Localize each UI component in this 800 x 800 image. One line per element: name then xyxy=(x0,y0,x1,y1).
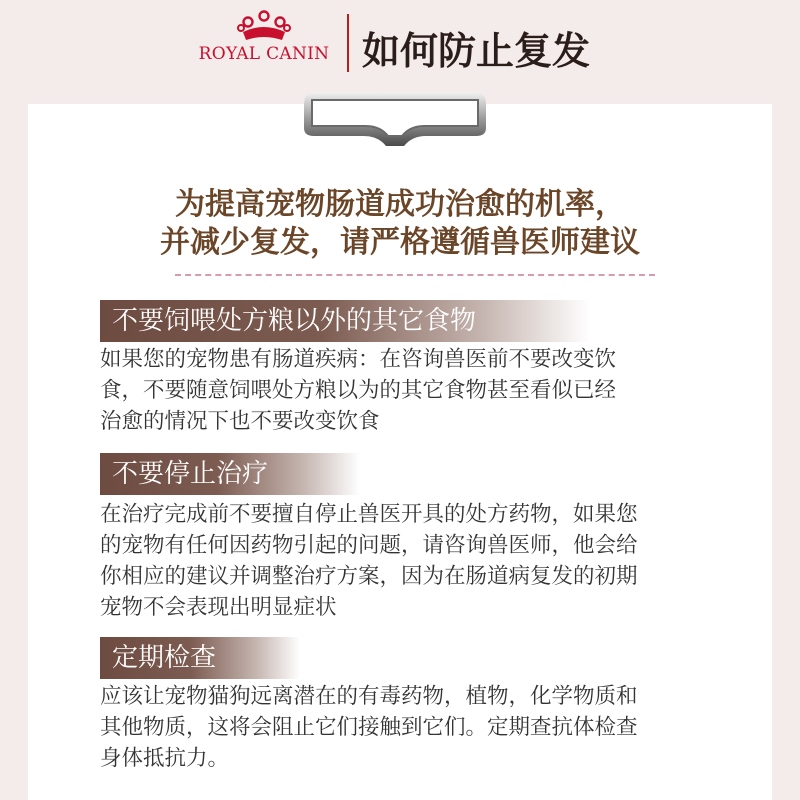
section-heading-no-other-food: 不要饲喂处方粮以外的其它食物 xyxy=(100,300,590,342)
intro-line-2: 并减少复发，请严格遵循兽医师建议 xyxy=(160,225,640,260)
section-body-dont-stop-treatment xyxy=(100,499,720,623)
section-heading-dont-stop-treatment: 不要停止治疗 xyxy=(100,453,360,495)
body-line: 食，不要随意饲喂处方粮以为的其它食物甚至看似已经 xyxy=(100,378,617,403)
body-line: 你相应的建议并调整治疗方案，因为在肠道病复发的初期 xyxy=(100,564,638,589)
intro-line-1: 为提高宠物肠道成功治愈的机率， xyxy=(175,187,625,222)
royal-canin-logo xyxy=(188,8,340,74)
body-line: 应该让宠物猫狗远离潜在的有毒药物，植物，化学物质和 xyxy=(100,684,638,709)
body-line: 的宠物有任何因药物引起的问题，请咨询兽医师，他会给 xyxy=(100,533,638,558)
body-line: 身体抵抗力。 xyxy=(100,746,230,771)
section-body-no-other-food xyxy=(100,344,720,437)
section-body-regular-checkup xyxy=(100,681,720,774)
dashed-divider xyxy=(175,274,655,276)
body-line: 如果您的宠物患有肠道疾病：在咨询兽医前不要改变饮 xyxy=(100,347,617,372)
intro-text xyxy=(0,186,800,262)
clipboard-clip-icon xyxy=(300,86,490,154)
body-line: 在治疗完成前不要擅自停止兽医开具的处方药物，如果您 xyxy=(100,502,638,527)
page-header xyxy=(0,0,800,100)
body-line: 治愈的情况下也不要改变饮食 xyxy=(100,409,380,434)
section-heading-regular-checkup: 定期检查 xyxy=(100,637,300,679)
brand-name: ROYAL CANIN xyxy=(198,44,330,64)
body-line: 其他物质，这将会阻止它们接触到它们。定期查抗体检查 xyxy=(100,715,638,740)
body-line: 宠物不会表现出明显症状 xyxy=(100,595,337,620)
header-divider xyxy=(347,14,349,72)
page-title: 如何防止复发 xyxy=(362,29,591,73)
crown-icon xyxy=(236,8,292,44)
